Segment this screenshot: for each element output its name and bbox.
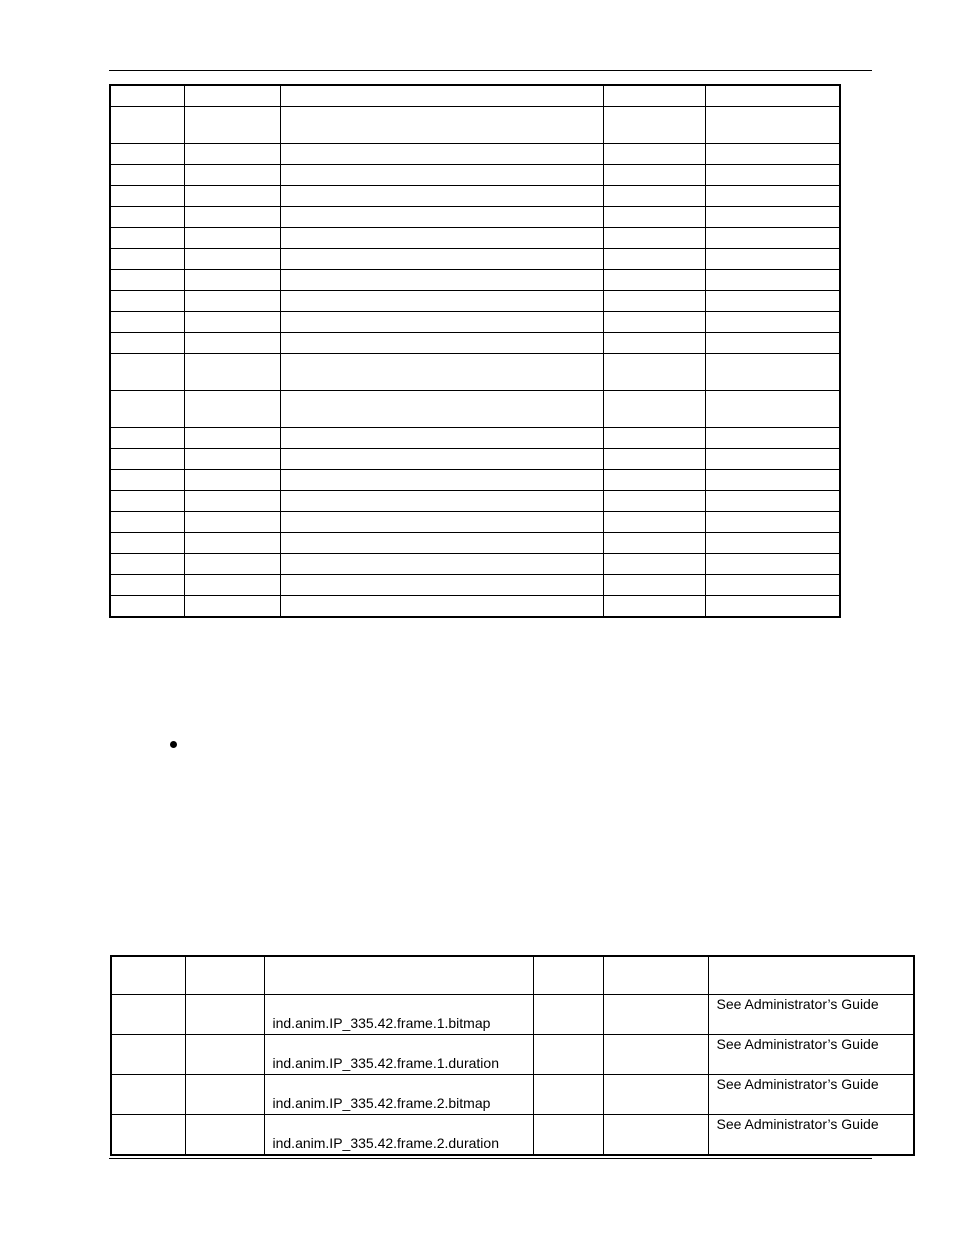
table-row (111, 1115, 914, 1156)
table-row (110, 333, 840, 354)
bullet-point (170, 741, 177, 748)
permitted-values-note: See Administrator’s Guide (708, 995, 914, 1035)
table-row (110, 449, 840, 470)
table-row (110, 575, 840, 596)
parameter-table-upper (109, 84, 841, 618)
table-row (110, 291, 840, 312)
table-row (110, 165, 840, 186)
table-row (110, 186, 840, 207)
table-row (110, 491, 840, 512)
parameter-name: ind.anim.IP_335.42.frame.1.duration (264, 1035, 533, 1075)
parameter-name: ind.anim.IP_335.42.frame.1.bitmap (264, 995, 533, 1035)
parameter-table-lower (110, 955, 915, 1156)
parameter-name: ind.anim.IP_335.42.frame.2.bitmap (264, 1075, 533, 1115)
table-row (110, 533, 840, 554)
table-row (111, 1035, 914, 1075)
table-row (110, 470, 840, 491)
table-row (110, 207, 840, 228)
parameter-name: ind.anim.IP_335.42.frame.2.duration (264, 1115, 533, 1156)
table-row (110, 354, 840, 391)
table-row (111, 995, 914, 1035)
footer-rule (109, 1158, 872, 1159)
table-row (110, 249, 840, 270)
table-row (110, 428, 840, 449)
permitted-values-note: See Administrator’s Guide (708, 1115, 914, 1156)
table-row (110, 391, 840, 428)
permitted-values-note: See Administrator’s Guide (708, 1075, 914, 1115)
table-row (110, 312, 840, 333)
header-rule (109, 70, 872, 71)
table-row (110, 228, 840, 249)
table-row (110, 144, 840, 165)
table-row (110, 596, 840, 618)
table-row (110, 554, 840, 575)
table-row (110, 270, 840, 291)
table-header-row (111, 956, 914, 995)
table-row (110, 85, 840, 107)
table-row (110, 512, 840, 533)
table-row (110, 107, 840, 144)
permitted-values-note: See Administrator’s Guide (708, 1035, 914, 1075)
table-row (111, 1075, 914, 1115)
